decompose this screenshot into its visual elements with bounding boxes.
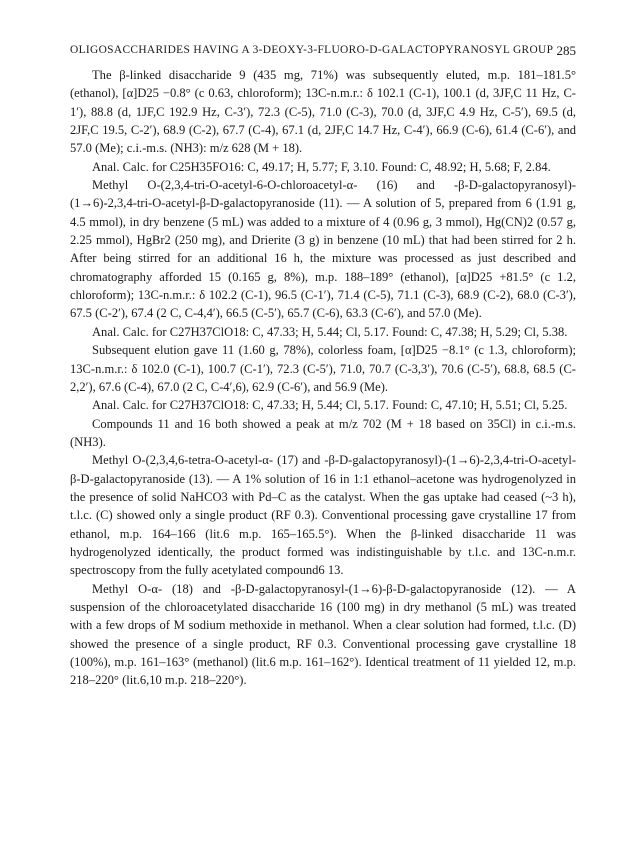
paragraph-disaccharide-9: The β-linked disaccharide 9 (435 mg, 71%) was subsequently eluted, m.p. 181–181.5° (ethanol), [α]D25 −0.8° (c 0.63, chloroform); 13C-n.m.r.: δ 102.1 (C-1), 100.1 (d, 3JF,C 11 Hz, C-1′), 88.8 (d, 1JF,C 192.9 Hz, C-3′), 72.3 (C-5), 71.0 (C-3), 70.0 (d, 3JF,C 4.9 Hz, C-5′), 69.5 (d, 2JF,C 19.5, C-2′), 68.9 (C-2), 67.7 (C-4), 67.1 (d, 2JF,C 14.7 Hz, C-4′), 66.9 (C-6), 61.4 (C-6′), and 57.0 (Me); c.i.-m.s. (NH3): m/z 628 (M + 18). [70,68,576,156]
paragraph-analysis-15: Anal. Calc. for C27H37ClO18: C, 47.33; H, 5.44; Cl, 5.17. Found: C, 47.38; H, 5.29; Cl, 5.38. [92,324,568,339]
paragraph-mass-spec: Compounds 11 and 16 both showed a peak at m/z 702 (M + 18 based on 35Cl) in c.i.-m.s. (NH3). [70,416,576,449]
paragraph-analysis-9: Anal. Calc. for C25H35FO16: C, 49.17; H, 5.77; F, 3.10. Found: C, 48.92; H, 5.68; F, 2.84. [92,159,551,174]
paragraph-analysis-11: Anal. Calc. for C27H37ClO18: C, 47.33; H, 5.44; Cl, 5.17. Found: C, 47.10; H, 5.51; Cl, 5.25. [92,398,568,413]
paragraph-synthesis-16-11: Methyl O-(2,3,4-tri-O-acetyl-6-O-chloroacetyl-α- (16) and -β-D-galactopyranosyl)-(1→6)-2,3,4-tri-O-acetyl-β-D-galactopyranoside (11). — A solution of 5, prepared from 6 (1.91 g, 4.5 mmol), in dry benzene (5 mL) was added to a mixture of 4 (0.96 g, 3 mmol), Hg(CN)2 (0.57 g, 2.25 mmol), HgBr2 (250 mg), and Drierite (3 g) in benzene (10 mL) that had been stirred for 2 h. After being stirred for an additional 16 h, the mixture was processed as just described and chromatography afforded 15 (0.165 g, 8%), m.p. 188–189° (ethanol), [α]D25 +81.5° (c 1.2, chloroform); 13C-n.m.r.: δ 102.2 (C-1), 96.5 (C-1′), 71.4 (C-5), 71.1 (C-3), 68.9 (C-2), 68.0 (C-3′), 67.5 (C-2′), 67.4 (2 C, C-4,4′), 66.5 (C-5′), 65.7 (C-6), 63.3 (C-6′), and 57.0 (Me). [70,178,576,321]
running-header [70,44,576,64]
page-number: 285 [556,44,576,58]
paragraph-elution-11: Subsequent elution gave 11 (1.60 g, 78%), colorless foam, [α]D25 −8.1° (c 1.3, chloroform); 13C-n.m.r.: δ 102.0 (C-1), 100.7 (C-1′), 72.3 (C-5′), 71.0, 70.7 (C-3,3′), 70.6 (C-5′), 68.8, 68.5 (C-2,2′), 67.6 (C-4), 67.0 (2 C, C-4′,6), 62.9 (C-6′), and 56.9 (Me). [70,343,576,394]
paragraph-synthesis-17-13: Methyl O-(2,3,4,6-tetra-O-acetyl-α- (17) and -β-D-galactopyranosyl)-(1→6)-2,3,4-tri-O-acetyl-β-D-galactopyranoside (13). — A 1% solution of 16 in 1:1 ethanol–acetone was hydrogenolyzed in the presence of solid NaHCO3 with Pd–C as the catalyst. When the gas uptake had ceased (~3 h), t.l.c. (C) showed only a single product (RF 0.3). Conventional processing gave crystalline 17 from ethanol, m.p. 164–166 (lit.6 m.p. 165–165.5°). When the β-linked disaccharide 11 was hydrogenolyzed identically, the product formed was indistinguishable by t.l.c. and 13C-n.m.r. spectroscopy from the fully acetylated compound6 13. [70,453,576,578]
paragraph-synthesis-18-12: Methyl O-α- (18) and -β-D-galactopyranosyl-(1→6)-β-D-galactopyranoside (12). — A suspension of the chloroacetylated disaccharide 16 (100 mg) in dry methanol (5 mL) was treated with a few drops of M sodium methoxide in methanol. When a clear solution had formed, t.l.c. (D) showed the presence of a single product, RF 0.3. Conventional processing gave crystalline 18 (100%), m.p. 161–163° (methanol) (lit.6 m.p. 161–162°). Identical treatment of 11 yielded 12, m.p. 218–220° (lit.6,10 m.p. 218–220°). [70,581,576,688]
article-body [70,66,576,690]
running-title: OLIGOSACCHARIDES HAVING A 3-DEOXY-3-FLUORO-D-GALACTOPYRANOSYL GROUP [70,44,554,56]
